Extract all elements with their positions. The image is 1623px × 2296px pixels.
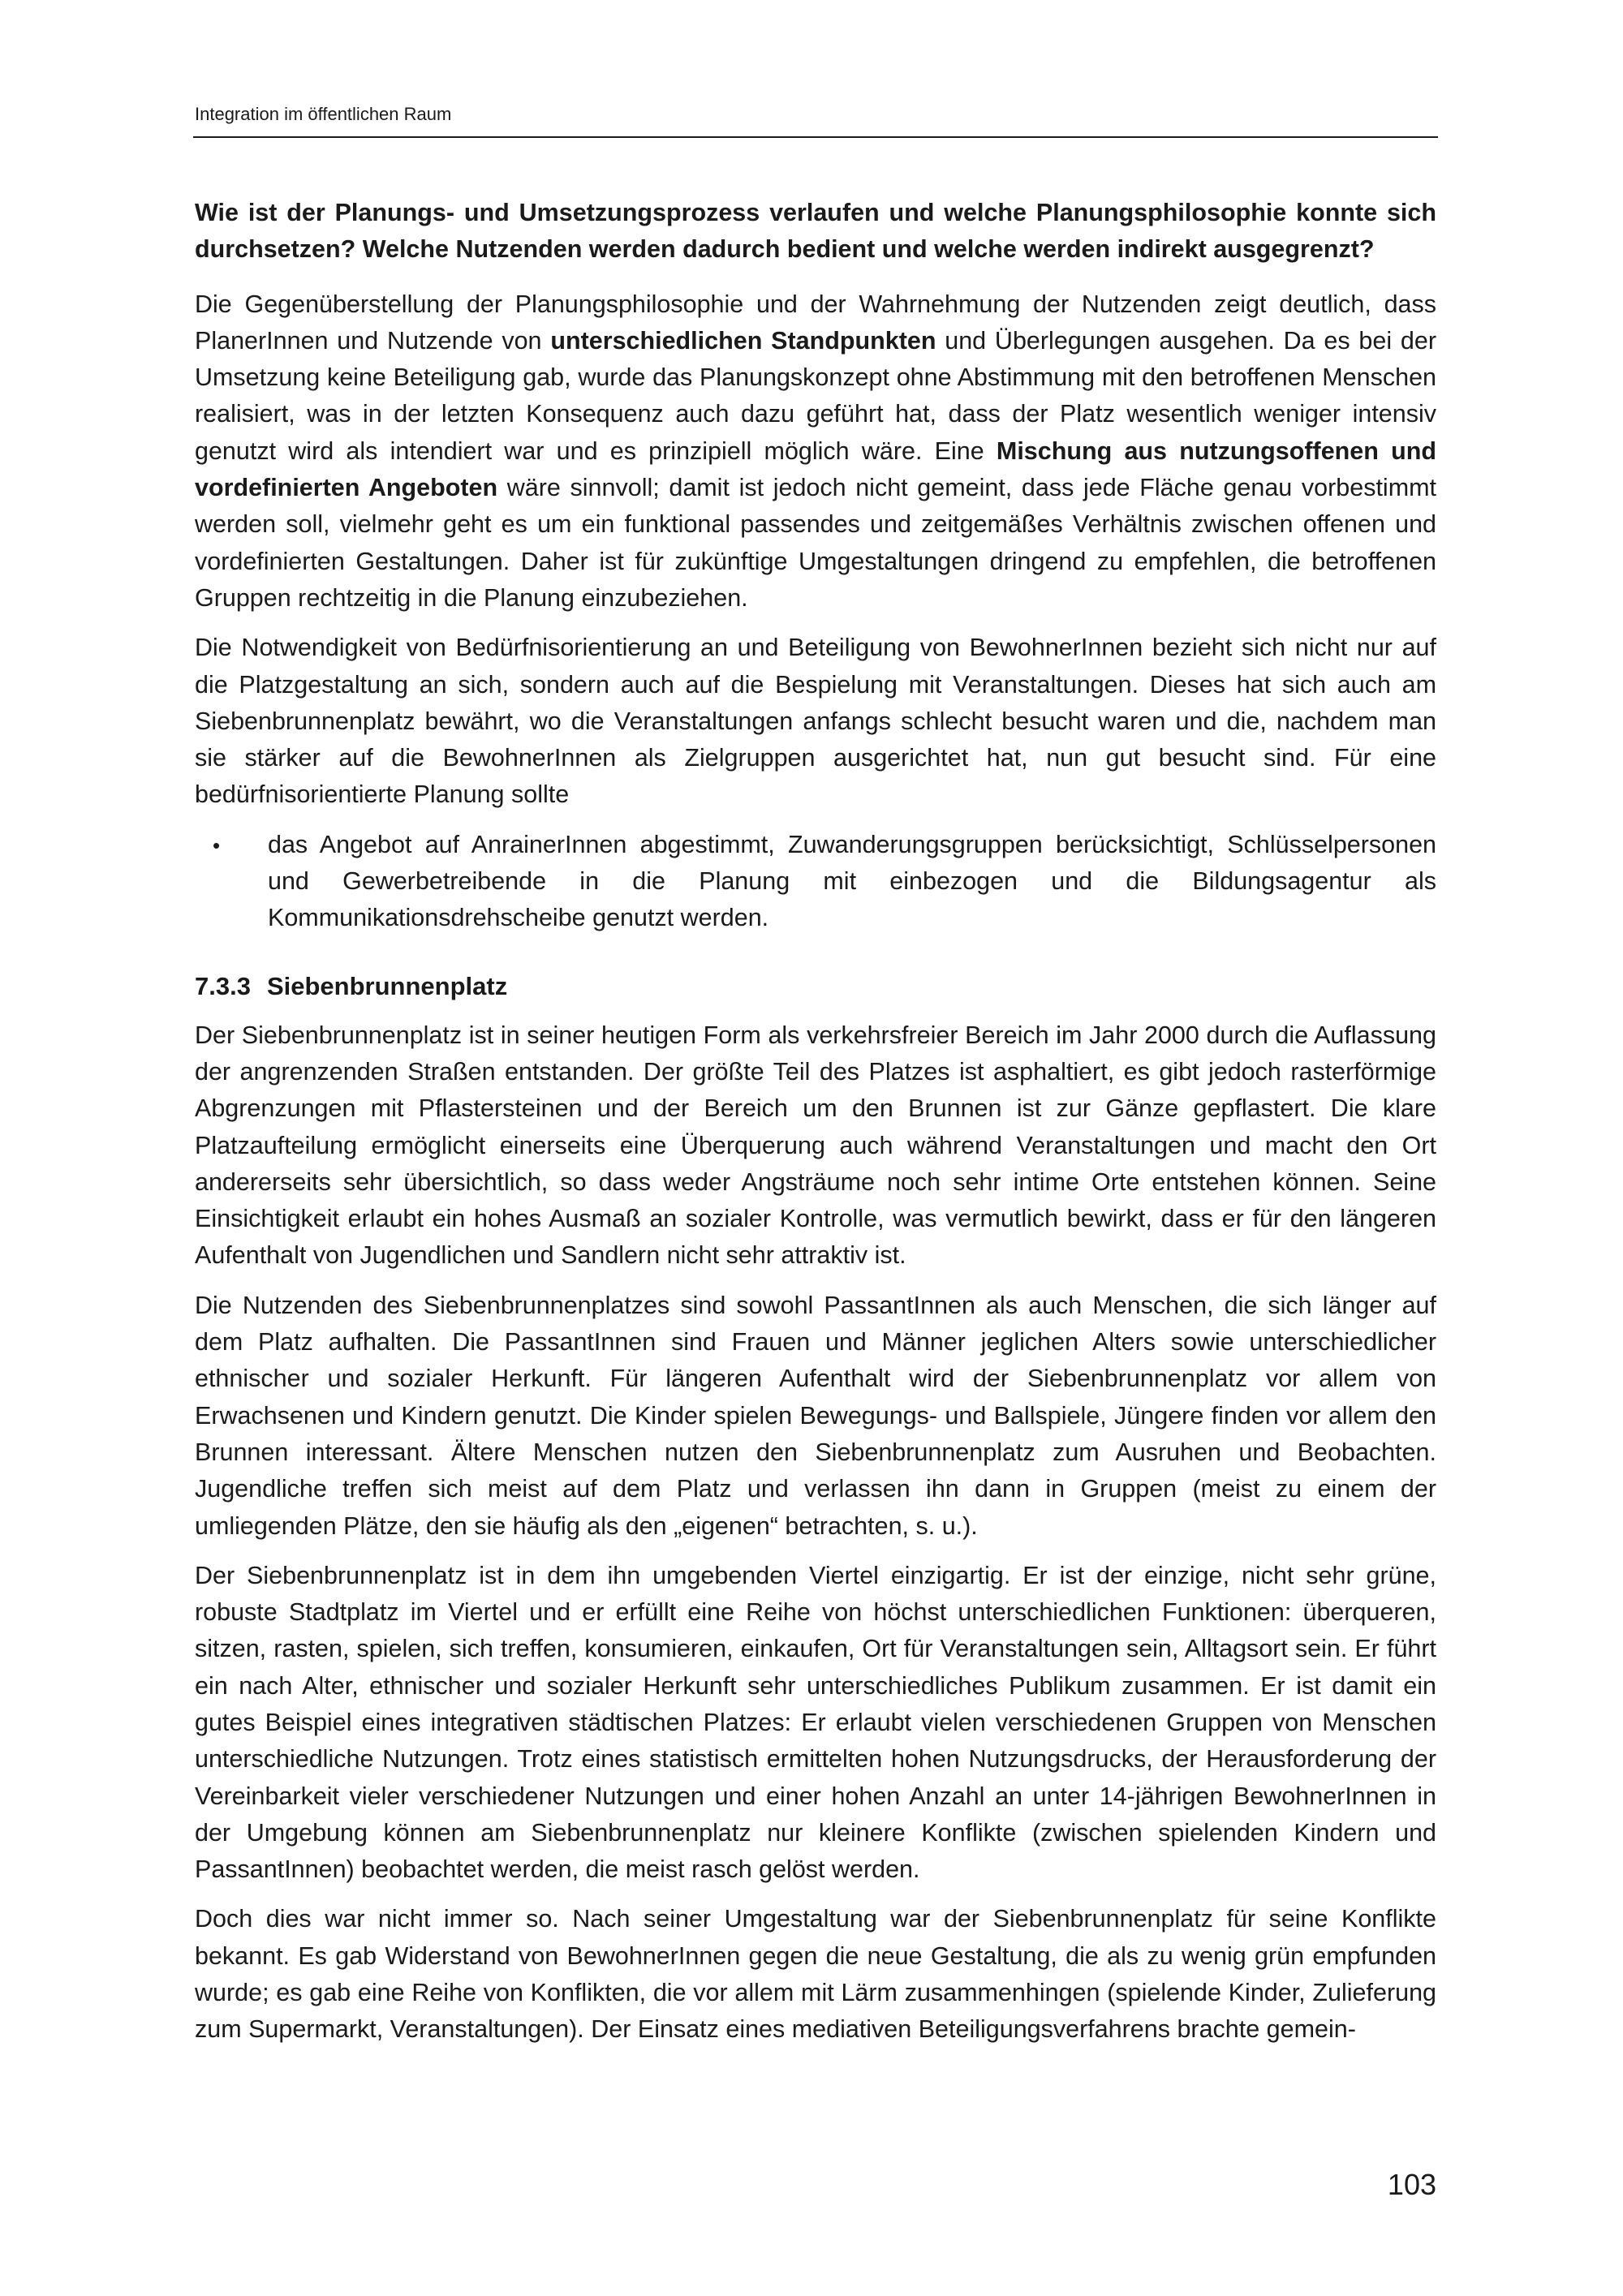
text-run: wäre sinnvoll; damit ist jedoch nicht gemeint, dass jede Fläche genau vorbestimmt werden soll, vielmehr geht es um ein funktional passendes und zeitgemäßes Verhältnis zwischen offenen und vordefinierten Gestaltungen. Daher ist für zukünftige Umgestaltungen dringend zu empfehlen, die betroffenen Gruppen rechtzeitig in die Planung einzubeziehen. xyxy=(195,474,1436,612)
page-body xyxy=(195,195,1436,2062)
page-number: 103 xyxy=(1387,2168,1436,2201)
paragraph-uniqueness: Der Siebenbrunnenplatz ist in dem ihn umgebenden Viertel einzigartig. Er ist der einzige, nicht sehr grüne, robuste Stadtplatz im Viertel und er erfüllt eine Reihe von höchst unterschiedlichen Funktionen: überqueren, sitzen, rasten, spielen, sich treffen, konsumieren, einkaufen, Ort für Veranstaltungen sein, Alltagsort sein. Er führt ein nach Alter, ethnischer und sozialer Herkunft sehr unterschiedliches Publikum zusammen. Er ist damit ein gutes Beispiel eines integrativen städtischen Platzes: Er erlaubt vielen verschiedenen Gruppen von Menschen unterschiedliche Nutzungen. Trotz eines statistisch ermittelten hohen Nutzungsdrucks, der Herausforderung der Vereinbarkeit vieler verschiedener Nutzungen und einer hohen Anzahl an unter 14-jährigen BewohnerInnen in der Umgebung können am Siebenbrunnenplatz nur kleinere Konflikte (zwischen spielenden Kindern und PassantInnen) beobachtet werden, die meist rasch gelöst werden. xyxy=(195,1561,1436,1884)
section-title: Siebenbrunnenplatz xyxy=(266,971,508,1000)
recommendation-list xyxy=(195,827,1436,937)
paragraph-history: Doch dies war nicht immer so. Nach seiner Umgestaltung war der Siebenbrunnenplatz für seine Konflikte bekannt. Es gab Widerstand von BewohnerInnen gegen die neue Gestaltung, die als zu wenig grün empfunden wurde; es gab eine Reihe von Konflikten, die vor allem mit Lärm zusammenhingen (spielende Kinder, Zulieferung zum Supermarkt, Veranstaltungen). Der Einsatz eines mediativen Beteiligungsverfahrens brachte gemein- xyxy=(195,1905,1436,2044)
paragraph-users: Die Nutzenden des Siebenbrunnenplatzes sind sowohl PassantInnen als auch Menschen, die sich länger auf dem Platz aufhalten. Die PassantInnen sind Frauen und Männer jeglichen Alters sowie unterschiedlicher ethnischer und sozialer Herkunft. Für längeren Aufenthalt wird der Siebenbrunnenplatz vor allem von Erwachsenen und Kindern genutzt. Die Kinder spielen Bewegungs- und Ballspiele, Jüngere finden vor allem den Brunnen interessant. Ältere Menschen nutzen den Siebenbrunnenplatz zum Ausruhen und Beobachten. Jugendliche treffen sich meist auf dem Platz und verlassen ihn dann in Gruppen (meist zu einem der umliegenden Plätze, den sie häufig als den „eigenen“ betrachten, s. u.). xyxy=(195,1291,1436,1540)
running-header: Integration im öffentlichen Raum xyxy=(195,104,452,124)
text-run: Die Gegenüberstellung der Planungsphilosophie und der Wahrnehmung der Nutzenden zeigt deutlich, dass PlanerInnen und Nutzende von xyxy=(195,290,1436,355)
text-run: und Überlegungen ausgehen. Da es bei der Umsetzung keine Beteiligung gab, wurde das Planungskonzept ohne Abstimmung mit den betroffenen Menschen realisiert, was in der letzten Konsequenz auch dazu geführt hat, dass der Platz wesentlich weniger intensiv genutzt wird als intendiert war und es prinzipiell möglich wäre. Eine xyxy=(195,326,1436,465)
emphasis-mix-offers: Mischung aus nutzungsoffenen und vordefinierten Angeboten xyxy=(195,436,1436,502)
list-item xyxy=(195,827,1436,937)
bullet-icon: • xyxy=(213,832,221,858)
paragraph-needs-orientation: Die Notwendigkeit von Bedürfnisorientierung an und Beteiligung von BewohnerInnen bezieht sich nicht nur auf die Platzgestaltung an sich, sondern auch auf die Bespielung mit Veranstaltungen. Dieses hat sich auch am Siebenbrunnenplatz bewährt, wo die Veranstaltungen anfangs schlecht besucht waren und die, nachdem man sie stärker auf die BewohnerInnen als Zielgruppen ausgerichtet hat, nun gut besucht sind. Für eine bedürfnisorientierte Planung sollte xyxy=(195,634,1436,809)
header-rule xyxy=(193,136,1438,138)
section-heading xyxy=(195,968,1436,1004)
emphasis-standpoints: unterschiedlichen Standpunkten xyxy=(550,326,936,355)
paragraph-square-form: Der Siebenbrunnenplatz ist in seiner heutigen Form als verkehrsfreier Bereich im Jahr 2000 durch die Auflassung der angrenzenden Straßen entstanden. Der größte Teil des Platzes ist asphaltiert, es gibt jedoch rasterförmige Abgrenzungen mit Pflastersteinen und der Bereich um den Brunnen ist zur Gänze gepflastert. Die klare Platzaufteilung ermöglicht einerseits eine Überquerung auch während Veranstaltungen und macht den Ort andererseits sehr übersichtlich, so dass weder Angsträume noch sehr intime Orte entstehen können. Seine Einsichtigkeit erlaubt ein hohes Ausmaß an sozialer Kontrolle, was vermutlich bewirkt, dass er für den längeren Aufenthalt von Jugendlichen und Sandlern nicht sehr attraktiv ist. xyxy=(195,1021,1436,1270)
list-item-text: das Angebot auf AnrainerInnen abgestimmt, Zuwanderungsgruppen berücksichtigt, Schlüsselpersonen und Gewerbetreibende in die Planung mit einbezogen und die Bildungsagentur als Kommunikationsdrehscheibe genutzt werden. xyxy=(268,830,1436,932)
paragraph-planning-philosophy xyxy=(195,286,1436,617)
section-number: 7.3.3 xyxy=(195,971,251,1000)
guiding-question: Wie ist der Planungs- und Umsetzungsprozess verlaufen und welche Planungsphilosophie konnte sich durchsetzen? Welche Nutzenden werden dadurch bedient und welche werden indirekt ausgegrenzt? xyxy=(195,199,1436,264)
